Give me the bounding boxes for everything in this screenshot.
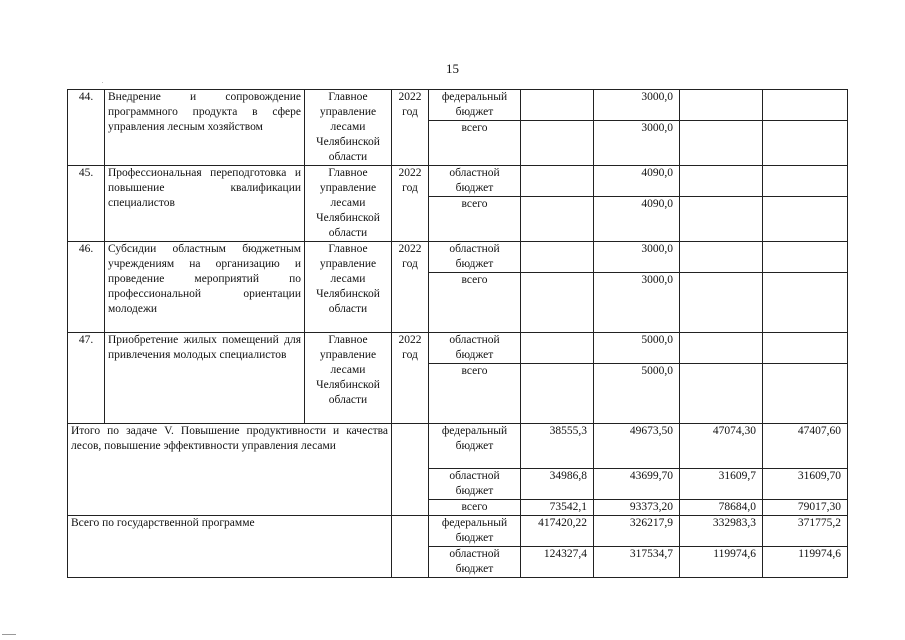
executor: Главное управление лесами Челябинской области	[305, 242, 392, 333]
amount-v1	[521, 364, 594, 424]
item-number: 46.	[68, 242, 105, 333]
amount-v1	[521, 333, 594, 364]
amount-v2: 3000,0	[594, 273, 680, 333]
total-row	[68, 516, 848, 547]
total-label: Всего по государственной программе	[68, 516, 392, 578]
amount-v2: 43699,70	[594, 469, 680, 500]
amount-v4	[763, 242, 848, 273]
amount-v1	[521, 242, 594, 273]
amount-v2: 317534,7	[594, 547, 680, 578]
table-row	[68, 333, 848, 364]
amount-v3	[680, 273, 763, 333]
amount-v4: 119974,6	[763, 547, 848, 578]
year: 2022 год	[392, 166, 429, 242]
amount-v3: 119974,6	[680, 547, 763, 578]
amount-v3	[680, 166, 763, 197]
executor: Главное управление лесами Челябинской области	[305, 166, 392, 242]
activity-name: Приобретение жилых помещений для привлечения молодых специалистов	[105, 333, 305, 424]
amount-v2: 326217,9	[594, 516, 680, 547]
amount-v4	[763, 364, 848, 424]
amount-v4: 79017,30	[763, 500, 848, 516]
amount-v2: 5000,0	[594, 364, 680, 424]
funding-source: областной бюджет	[429, 166, 521, 197]
program-table	[67, 89, 848, 578]
year: 2022 год	[392, 333, 429, 424]
table-row	[68, 90, 848, 121]
amount-v2: 93373,20	[594, 500, 680, 516]
amount-v1	[521, 121, 594, 166]
amount-v2: 5000,0	[594, 333, 680, 364]
amount-v3: 332983,3	[680, 516, 763, 547]
item-number: 44.	[68, 90, 105, 166]
year: 2022 год	[392, 242, 429, 333]
amount-v3: 31609,7	[680, 469, 763, 500]
item-number: 47.	[68, 333, 105, 424]
amount-v4	[763, 197, 848, 242]
amount-v2: 49673,50	[594, 424, 680, 469]
funding-source: всего	[429, 273, 521, 333]
amount-v4	[763, 166, 848, 197]
total-year-blank	[392, 516, 429, 578]
amount-v1	[521, 90, 594, 121]
amount-v1: 124327,4	[521, 547, 594, 578]
funding-source: федеральный бюджет	[429, 90, 521, 121]
table-row	[68, 242, 848, 273]
amount-v1	[521, 197, 594, 242]
amount-v2: 3000,0	[594, 90, 680, 121]
amount-v4	[763, 121, 848, 166]
table-row	[68, 166, 848, 197]
funding-source: областной бюджет	[429, 242, 521, 273]
funding-source: областной бюджет	[429, 333, 521, 364]
year: 2022 год	[392, 90, 429, 166]
amount-v2: 3000,0	[594, 242, 680, 273]
amount-v3: 78684,0	[680, 500, 763, 516]
item-number: 45.	[68, 166, 105, 242]
funding-source: всего	[429, 121, 521, 166]
amount-v2: 3000,0	[594, 121, 680, 166]
amount-v1	[521, 166, 594, 197]
amount-v1: 73542,1	[521, 500, 594, 516]
scan-edge-mark	[2, 634, 16, 635]
amount-v3	[680, 333, 763, 364]
amount-v4	[763, 90, 848, 121]
activity-name: Субсидии областным бюджетным учреждениям на организацию и проведение мероприятий по профессиональной ориентации молодежи	[105, 242, 305, 333]
page-number: 15	[446, 61, 459, 76]
funding-source: всего	[429, 500, 521, 516]
amount-v2: 4090,0	[594, 197, 680, 242]
amount-v3	[680, 90, 763, 121]
funding-source: всего	[429, 197, 521, 242]
executor: Главное управление лесами Челябинской области	[305, 333, 392, 424]
amount-v1: 34986,8	[521, 469, 594, 500]
amount-v4: 31609,70	[763, 469, 848, 500]
total-label: Итого по задаче V. Повышение продуктивности и качества лесов, повышение эффективности управления лесами	[68, 424, 392, 516]
funding-source: федеральный бюджет	[429, 516, 521, 547]
activity-name: Внедрение и сопровождение программного продукта в сфере управления лесным хозяйством	[105, 90, 305, 166]
scan-speck	[102, 82, 103, 83]
amount-v1	[521, 273, 594, 333]
amount-v3	[680, 364, 763, 424]
amount-v3	[680, 121, 763, 166]
amount-v2: 4090,0	[594, 166, 680, 197]
amount-v3	[680, 197, 763, 242]
amount-v3: 47074,30	[680, 424, 763, 469]
amount-v1: 38555,3	[521, 424, 594, 469]
total-row	[68, 424, 848, 469]
amount-v4	[763, 333, 848, 364]
activity-name: Профессиональная переподготовка и повышение квалификации специалистов	[105, 166, 305, 242]
amount-v1: 417420,22	[521, 516, 594, 547]
funding-source: областной бюджет	[429, 547, 521, 578]
amount-v4	[763, 273, 848, 333]
amount-v4: 47407,60	[763, 424, 848, 469]
amount-v4: 371775,2	[763, 516, 848, 547]
amount-v3	[680, 242, 763, 273]
funding-source: федеральный бюджет	[429, 424, 521, 469]
executor: Главное управление лесами Челябинской области	[305, 90, 392, 166]
funding-source: областной бюджет	[429, 469, 521, 500]
funding-source: всего	[429, 364, 521, 424]
total-year-blank	[392, 424, 429, 516]
